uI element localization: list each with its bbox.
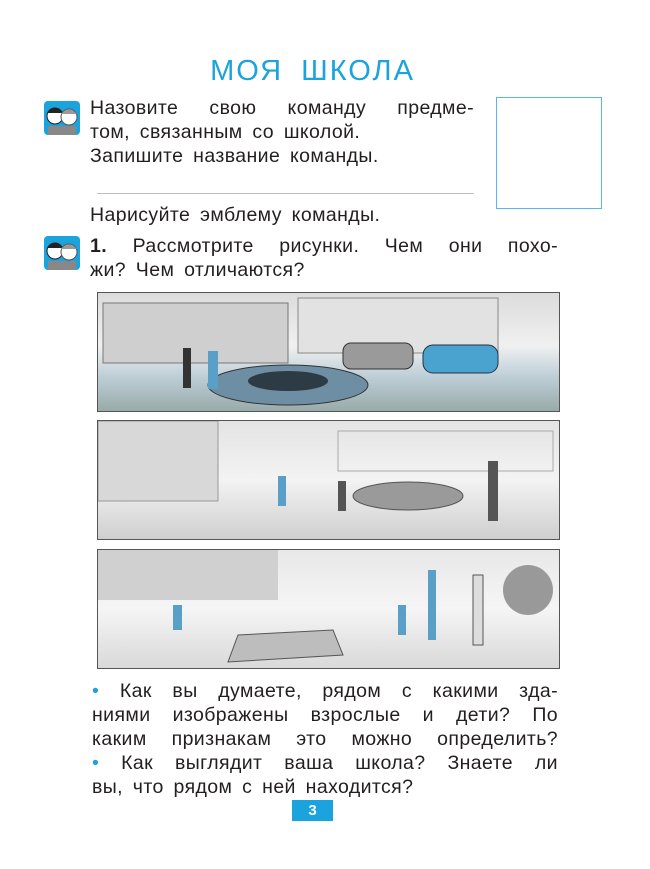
- task1-text: Рассмотрите рисунки. Чем они похо-: [132, 235, 558, 257]
- team-task-line: Запишите название команды.: [90, 145, 379, 167]
- school-street-scene: [98, 293, 559, 411]
- school-yard-scene: [98, 421, 559, 539]
- question-2-line: [92, 751, 558, 775]
- playground-scene: [98, 550, 559, 668]
- bullet-icon: •: [92, 680, 100, 702]
- children-pair-icon: [43, 99, 81, 137]
- illustration-school-street: [97, 292, 560, 412]
- illustration-playground: [97, 549, 560, 669]
- question-1-line: ниями изображены взрослые и дети? По: [92, 704, 558, 726]
- emblem-drawing-box[interactable]: [496, 97, 602, 209]
- emblem-instruction: Нарисуйте эмблему команды.: [90, 204, 381, 226]
- question-text: Как вы думаете, рядом с какими зда-: [119, 680, 558, 702]
- children-pair-icon: [43, 234, 81, 272]
- question-1-line: каким признакам это можно определить?: [92, 728, 558, 750]
- team-task-line: том, связанным со школой.: [90, 121, 361, 143]
- page-number: 3: [292, 800, 333, 821]
- task1-line: жи? Чем отличаются?: [90, 259, 305, 281]
- question-2-line: вы, что рядом с ней находится?: [92, 776, 414, 798]
- team-name-writing-line[interactable]: [97, 193, 474, 194]
- page-title: МОЯ ШКОЛА: [210, 55, 415, 87]
- task1-line: [90, 234, 558, 258]
- illustration-school-yard: [97, 420, 560, 540]
- team-task-line: Назовите свою команду предме-: [90, 97, 474, 119]
- bullet-icon: •: [92, 752, 100, 774]
- question-text: Как выглядит ваша школа? Знаете ли: [121, 752, 558, 774]
- question-1-line: [92, 679, 558, 703]
- task-number: 1.: [90, 235, 108, 257]
